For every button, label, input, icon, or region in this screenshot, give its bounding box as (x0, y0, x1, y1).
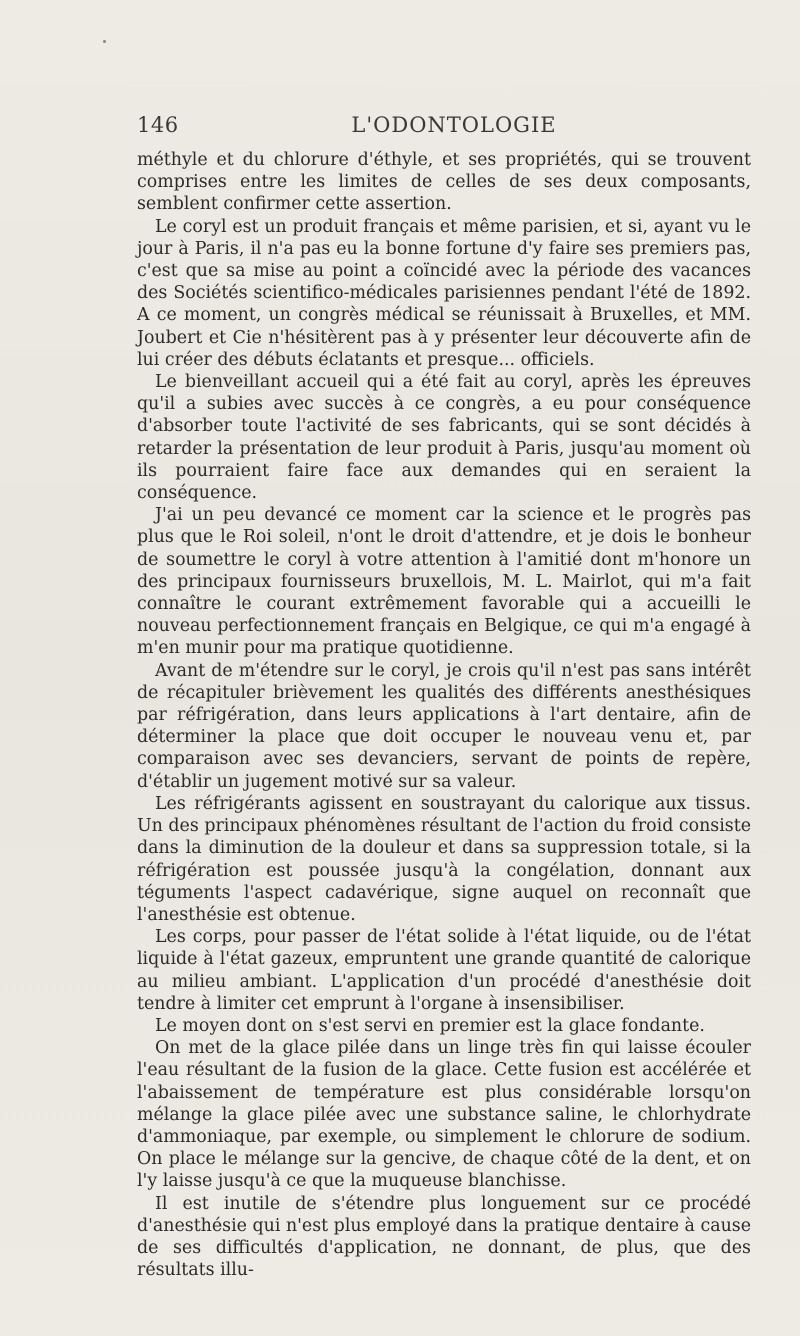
paragraph: Il est inutile de s'étendre plus longuement sur ce procédé d'anesthésie qui n'est plus employé dans la pratique dentaire à cause de ses difficultés d'application, ne donnant, de plus, que des résultats illu- (137, 1193, 751, 1281)
paragraph: Le bienveillant accueil qui a été fait au coryl, après les épreuves qu'il a subies avec succès à ce congrès, a eu pour conséquence d'absorber toute l'activité de ses fabricants, qui se sont décidés à retarder la présentation de leur produit à Paris, jusqu'au moment où ils pourraient faire face aux demandes qui en seraient la conséquence. (137, 372, 751, 504)
paragraph: Avant de m'étendre sur le coryl, je crois qu'il n'est pas sans intérêt de récapituler brièvement les qualités des différents anesthésiques par réfrigération, dans leurs applications à l'art dentaire, afin de déterminer la place que doit occuper le nouveau venu et, par comparaison avec ses devanciers, servant de points de repère, d'établir un jugement motivé sur sa valeur. (137, 660, 751, 792)
paragraph: On met de la glace pilée dans un linge très fin qui laisse écouler l'eau résultant de la fusion de la glace. Cette fusion est accélérée et l'abaissement de température est plus considérable lorsqu'on mélange la glace pilée avec une substance saline, le chlorhydrate d'ammoniaque, par exemple, ou simplement le chlorure de sodium. On place le mélange sur la gencive, de chaque côté de la dent, et on l'y laisse jusqu'à ce que la muqueuse blanchisse. (137, 1038, 751, 1192)
page-number: 146 (137, 113, 179, 137)
paragraph: Le coryl est un produit français et même parisien, et si, ayant vu le jour à Paris, il n'a pas eu la bonne fortune d'y faire ses premiers pas, c'est que sa mise au point a coïncidé avec la période des vacances des Sociétés scientifico-médicales parisiennes pendant l'été de 1892. A ce moment, un congrès médical se réunissait à Bruxelles, et MM. Joubert et Cie n'hésitèrent pas à y présenter leur découverte afin de lui créer des débuts éclatants et presque... officiels. (137, 216, 751, 370)
paragraph: Les réfrigérants agissent en soustrayant du calorique aux tissus. Un des principaux phénomènes résultant de l'action du froid consiste dans la diminution de la douleur et dans sa suppression totale, si la réfrigération est poussée jusqu'à la congélation, donnant aux téguments l'aspect cadavérique, signe auquel on reconnaît que l'anesthésie est obtenue. (137, 793, 751, 925)
page-header (137, 113, 751, 143)
running-title: L'ODONTOLOGIE (351, 113, 557, 137)
paragraph: Les corps, pour passer de l'état solide à l'état liquide, ou de l'état liquide à l'état gazeux, empruntent une grande quantité de calorique au milieu ambiant. L'application d'un procédé d'anesthésie doit tendre à limiter cet emprunt à l'organe à insensibiliser. (137, 927, 751, 1014)
paragraph: J'ai un peu devancé ce moment car la science et le progrès pas plus que le Roi soleil, n'ont le droit d'attendre, et je dois le bonheur de soumettre le coryl à votre attention à l'amitié dont m'honore un des principaux fournisseurs bruxellois, M. L. Mairlot, qui m'a fait connaître le courant extrêmement favorable qui a accueilli le nouveau perfectionnement français en Belgique, ce qui m'a engagé à m'en munir pour ma pratique quotidienne. (137, 505, 751, 659)
paragraph: méthyle et du chlorure d'éthyle, et ses propriétés, qui se trouvent comprises entre les limites de celles de ses deux composants, semblent confirmer cette assertion. (137, 150, 751, 215)
paragraph: Le moyen dont on s'est servi en premier est la glace fondante. (155, 1015, 705, 1036)
article-body (137, 149, 751, 1281)
paper-speck (103, 40, 106, 43)
